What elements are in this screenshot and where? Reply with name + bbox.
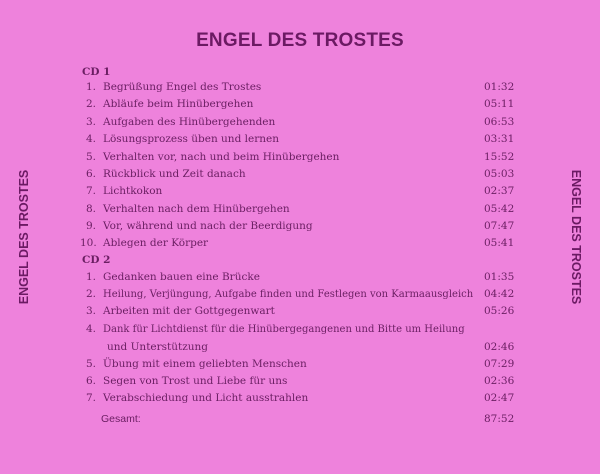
track-title: Aufgaben des Hinübergehenden [103,116,276,128]
track-number: 1. [85,271,96,283]
track-title: Verhalten nach dem Hinübergehen [103,203,290,215]
track-number: 7. [85,392,96,404]
track-number: 10. [80,237,97,249]
track-duration: 02:36 [484,375,515,387]
track-number: 2. [85,288,96,300]
track-duration: 05:03 [484,168,515,180]
track-duration: 15:52 [484,151,515,163]
track-number: 2. [85,98,96,110]
track-title: Lösungsprozess üben und lernen [103,133,279,145]
track-title: Vor, während und nach der Beerdigung [103,220,313,232]
spine-title-left: ENGEL DES TROSTES [17,169,31,305]
track-duration: 06:53 [484,116,515,128]
track-duration: 01:35 [484,271,515,283]
track-title: Gedanken bauen eine Brücke [103,271,260,283]
track-title: Rückblick und Zeit danach [103,168,246,180]
page-title: ENGEL DES TROSTES [196,30,404,51]
track-duration: 05:41 [484,237,515,249]
track-number: 4. [85,133,96,145]
cd1-heading: CD 1 [82,66,111,78]
total-label: Gesamt: [101,413,141,425]
track-title: Segen von Trost und Liebe für uns [103,375,288,387]
cd2-heading: CD 2 [82,254,111,266]
track-title: Heilung, Verjüngung, Aufgabe finden und Festlegen von Karmaausgleich [103,289,474,300]
track-number: 5. [85,358,96,370]
total-duration: 87:52 [484,413,515,425]
track-number: 4. [85,323,96,335]
track-number: 1. [85,81,96,93]
track-number: 9. [85,220,96,232]
track-title: Verhalten vor, nach und beim Hinübergehen [103,151,340,163]
track-duration: 03:31 [484,133,515,145]
track-number: 3. [85,116,96,128]
track-duration: 07:47 [484,220,515,232]
track-duration: 01:32 [484,81,515,93]
track-duration: 05:42 [484,203,515,215]
track-title-continuation: und Unterstützung [107,341,209,353]
track-title: Abläufe beim Hinübergehen [103,98,254,110]
track-duration: 05:26 [484,305,515,317]
track-title: Verabschiedung und Licht ausstrahlen [103,392,309,404]
track-duration: 05:11 [484,98,515,110]
track-number: 8. [85,203,96,215]
track-title: Lichtkokon [103,185,163,197]
track-number: 3. [85,305,96,317]
track-duration: 04:42 [484,288,515,300]
track-duration: 02:37 [484,185,515,197]
track-number: 6. [85,168,96,180]
track-title: Übung mit einem geliebten Menschen [103,358,307,370]
track-title: Ablegen der Körper [103,237,209,249]
track-title: Dank für Lichtdienst für die Hinübergegangenen und Bitte um Heilung [103,324,465,335]
track-number: 6. [85,375,96,387]
track-title: Arbeiten mit der Gottgegenwart [103,305,275,317]
track-number: 7. [85,185,96,197]
spine-title-right: ENGEL DES TROSTES [569,169,583,305]
track-title: Begrüßung Engel des Trostes [103,81,262,93]
track-number: 5. [85,151,96,163]
track-duration: 02:47 [484,392,515,404]
track-duration: 07:29 [484,358,515,370]
track-duration: 02:46 [484,341,515,353]
